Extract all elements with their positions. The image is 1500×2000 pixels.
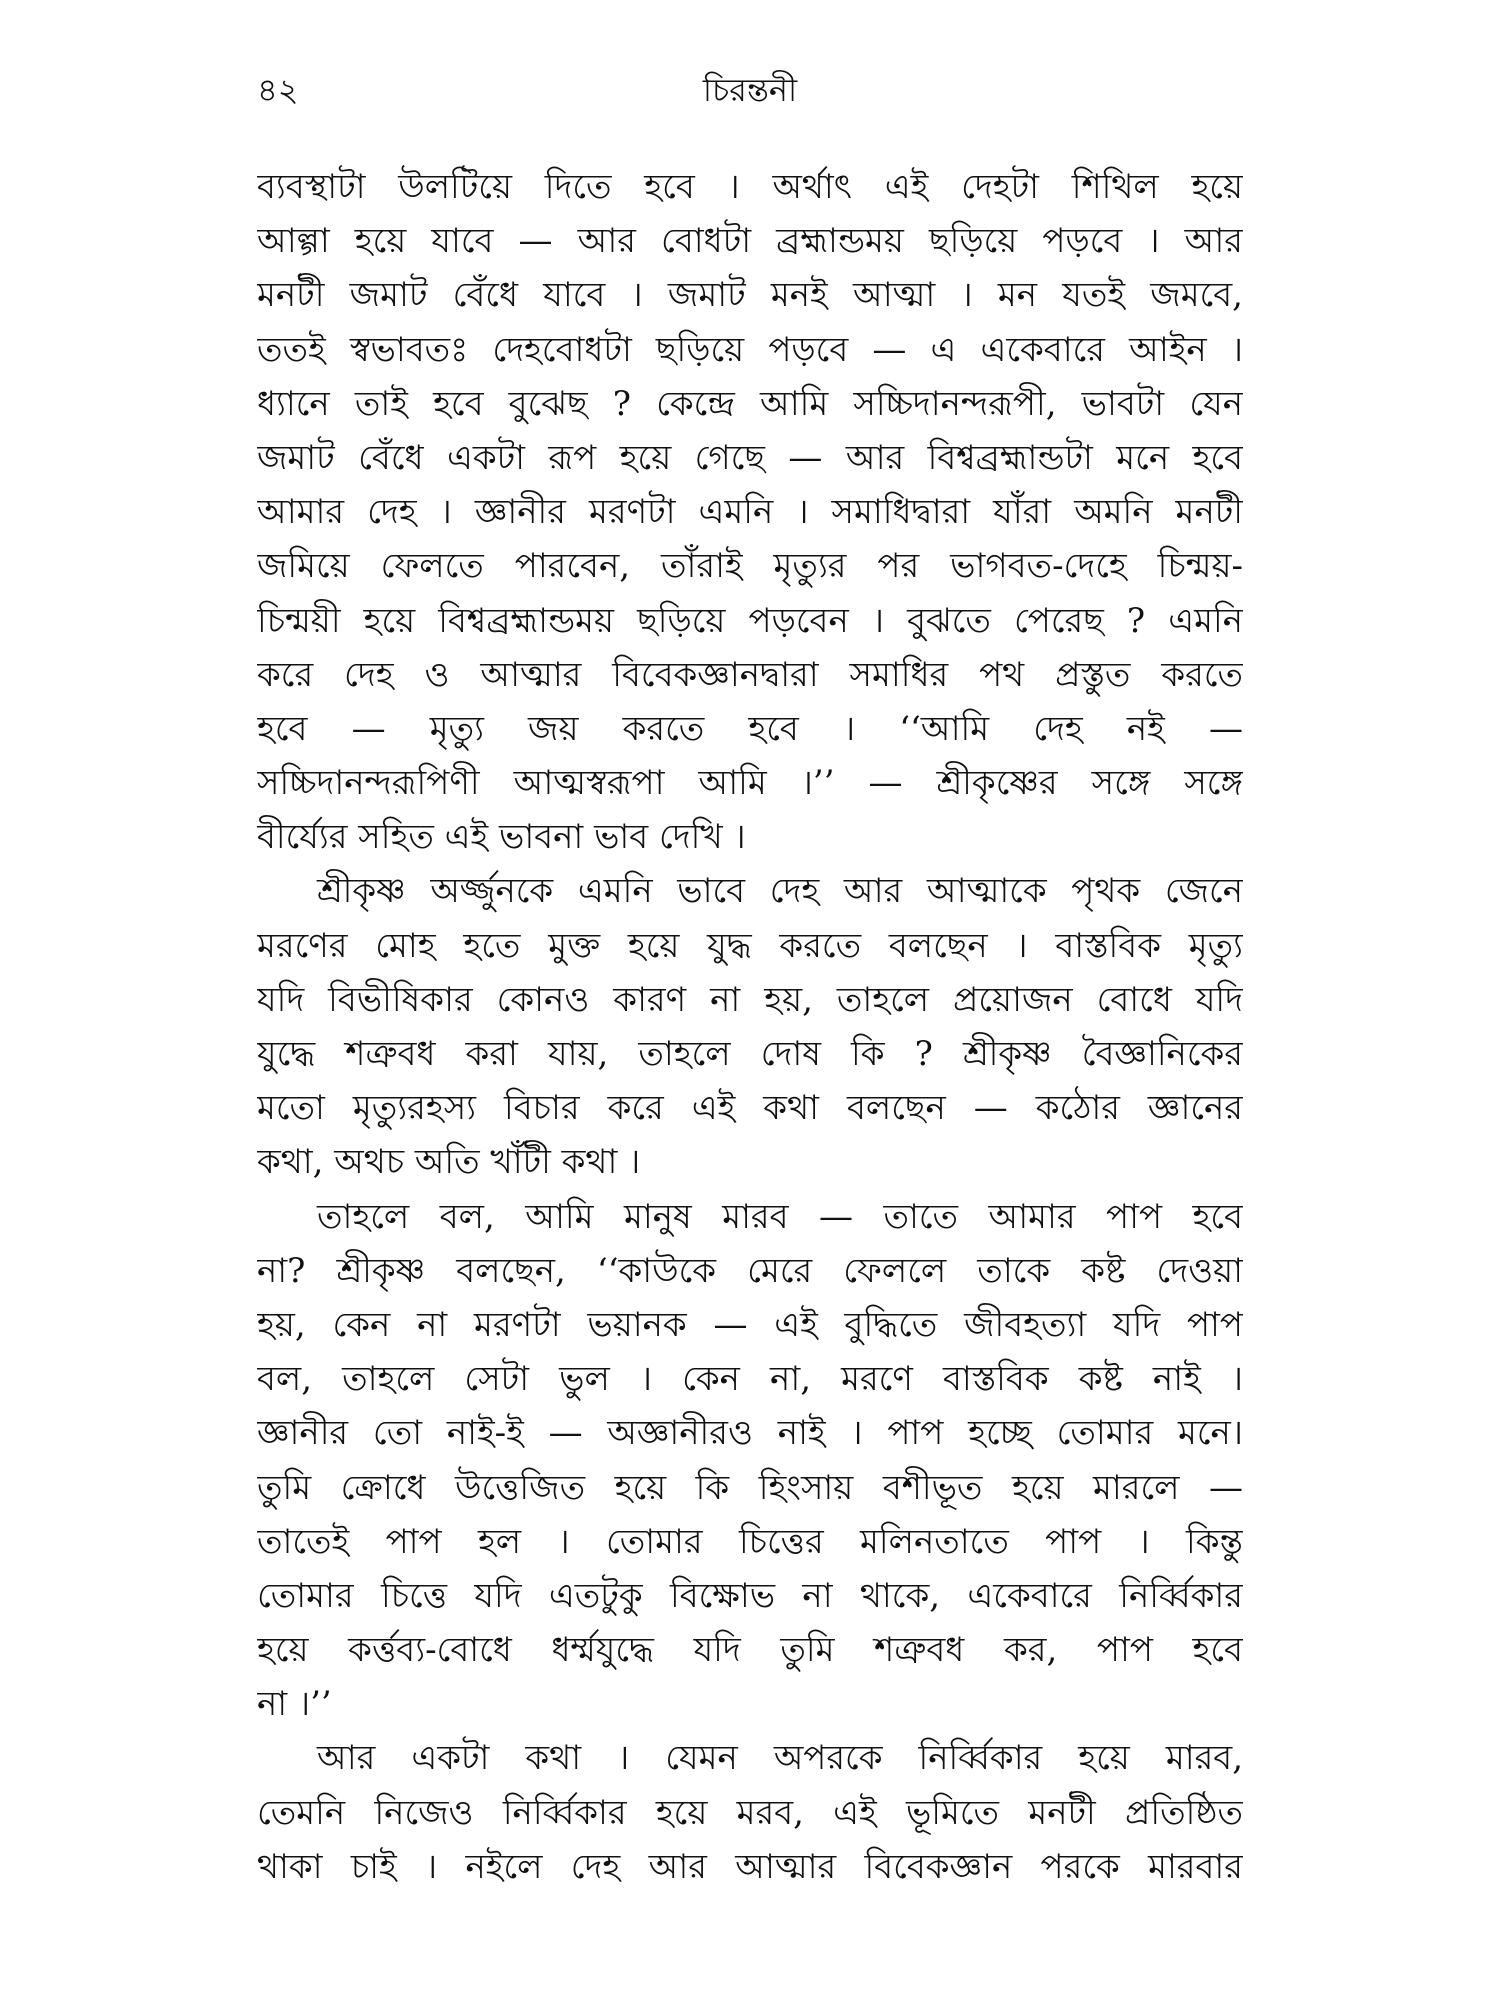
text-line: আর একটা কথা । যেমন অপরকে নির্ব্বিকার হয়ে মারব, — [317, 1738, 1243, 1779]
text-line: যুদ্ধে শত্রুবধ করা যায়, তাহলে দোষ কি ? শ্রীকৃষ্ণ বৈজ্ঞানিকের — [257, 1034, 1243, 1074]
text-line: হয়, কেন না মরণটা ভয়ানক — এই বুদ্ধিতে জীবহত্যা যদি পাপ — [257, 1304, 1243, 1345]
body-text — [257, 160, 1243, 1960]
text-line: থাকা চাই । নইলে দেহ আর আত্মার বিবেকজ্ঞান পরকে মারবার — [257, 1846, 1243, 1887]
text-line: মনটী জমাট বেঁধে যাবে । জমাট মনই আত্মা । মন যতই জমবে, — [257, 275, 1243, 316]
text-line: আমার দেহ । জ্ঞানীর মরণটা এমনি । সমাধিদ্বারা যাঁরা অমনি মনটী — [257, 492, 1243, 533]
text-line: জমাট বেঁধে একটা রূপ হয়ে গেছে — আর বিশ্বব্রহ্মান্ডটা মনে হবে — [257, 437, 1243, 478]
text-line: ব্যবস্থাটা উলটিয়ে দিতে হবে । অর্থাৎ এই দেহটা শিথিল হয়ে — [257, 167, 1243, 207]
text-line: মতো মৃত্যুরহস্য বিচার করে এই কথা বলছেন — কঠোর জ্ঞানের — [257, 1088, 1243, 1129]
text-line: হবে — মৃত্যু জয় করতে হবে । ‘‘আমি দেহ নই — — [257, 708, 1243, 749]
text-line: তোমার চিত্তে যদি এতটুকু বিক্ষোভ না থাকে, একেবারে নির্ব্বিকার — [257, 1575, 1243, 1616]
paragraph-1 — [257, 160, 1243, 864]
text-line: মরণের মোহ হতে মুক্ত হয়ে যুদ্ধ করতে বলছেন । বাস্তবিক মৃত্যু — [257, 925, 1243, 966]
text-line: তেমনি নিজেও নির্ব্বিকার হয়ে মরব, এই ভূমিতে মনটী প্রতিষ্ঠিত — [257, 1792, 1243, 1833]
page-number: ৪২ — [257, 71, 299, 109]
text-line: ধ্যানে তাই হবে বুঝেছ ? কেন্দ্রে আমি সচ্চিদানন্দরূপী, ভাবটা যেন — [257, 383, 1243, 424]
text-line: তাতেই পাপ হল । তোমার চিত্তের মলিনতাতে পাপ । কিন্তু — [257, 1521, 1243, 1562]
text-line: তাহলে বল, আমি মানুষ মারব — তাতে আমার পাপ হবে — [317, 1196, 1243, 1237]
text-line: না ।’’ — [257, 1684, 332, 1725]
text-line: সচ্চিদানন্দরূপিণী আত্মস্বরূপা আমি ।’’ — শ্রীকৃষ্ণের সঙ্গে সঙ্গে — [257, 763, 1243, 804]
text-line: আল্গা হয়ে যাবে — আর বোধটা ব্রহ্মান্ডময় ছড়িয়ে পড়বে । আর — [257, 221, 1243, 262]
text-line: জমিয়ে ফেলতে পারবেন, তাঁরাই মৃত্যুর পর ভাগবত-দেহে চিন্ময়- — [257, 546, 1243, 587]
text-line: হয়ে কর্ত্তব্য-বোধে ধর্ম্মযুদ্ধে যদি তুমি শত্রুবধ কর, পাপ হবে — [257, 1630, 1243, 1671]
text-line: চিন্ময়ী হয়ে বিশ্বব্রহ্মান্ডময় ছড়িয়ে পড়বেন । বুঝতে পেরেছ ? এমনি — [257, 600, 1243, 641]
text-line: করে দেহ ও আত্মার বিবেকজ্ঞানদ্বারা সমাধির পথ প্রস্তুত করতে — [257, 654, 1243, 695]
text-line: কথা, অথচ অতি খাঁটী কথা । — [257, 1142, 641, 1183]
running-title: চিরন্তনী — [702, 71, 798, 109]
text-line: বীর্য্যের সহিত এই ভাবনা ভাব দেখি । — [257, 817, 746, 858]
text-line: যদি বিভীষিকার কোনও কারণ না হয়, তাহলে প্রয়োজন বোধে যদি — [257, 979, 1243, 1020]
text-line: শ্রীকৃষ্ণ অর্জ্জুনকে এমনি ভাবে দেহ আর আত্মাকে পৃথক জেনে — [317, 871, 1243, 912]
text-line: না? শ্রীকৃষ্ণ বলছেন, ‘‘কাউকে মেরে ফেললে তাকে কষ্ট দেওয়া — [257, 1250, 1243, 1291]
paragraph-2 — [257, 864, 1243, 1189]
text-line: ততই স্বভাবতঃ দেহবোধটা ছড়িয়ে পড়বে — এ একেবারে আইন । — [257, 329, 1243, 370]
text-line: তুমি ক্রোধে উত্তেজিত হয়ে কি হিংসায় বশীভূত হয়ে মারলে — — [257, 1467, 1243, 1508]
paragraph-4 — [257, 1731, 1243, 1894]
text-line: জ্ঞানীর তো নাই-ই — অজ্ঞানীরও নাই । পাপ হচ্ছে তোমার মনে। — [257, 1413, 1243, 1454]
text-line: বল, তাহলে সেটা ভুল । কেন না, মরণে বাস্তবিক কষ্ট নাই । — [257, 1359, 1243, 1400]
page-header — [257, 58, 1243, 118]
paragraph-3 — [257, 1190, 1243, 1732]
